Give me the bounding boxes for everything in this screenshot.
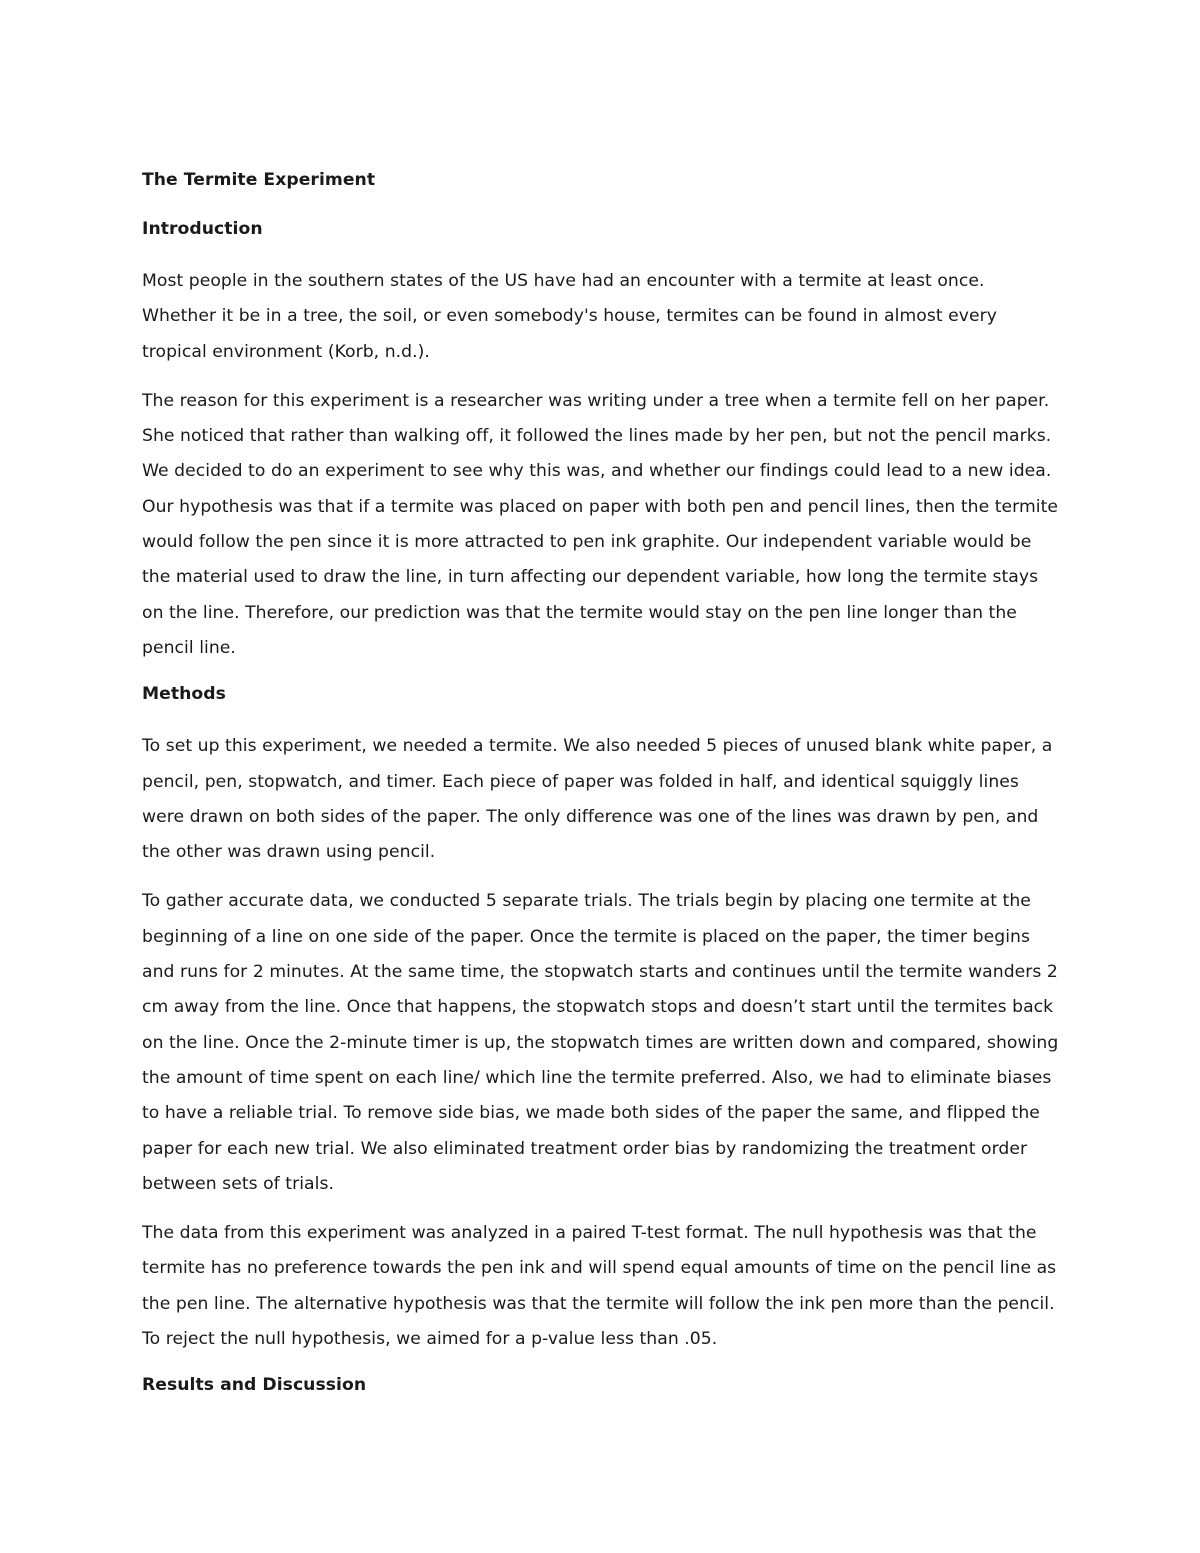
section-heading-results-discussion: Results and Discussion bbox=[142, 1375, 367, 1396]
document-title: The Termite Experiment bbox=[142, 170, 376, 190]
document-page bbox=[142, 166, 1062, 1420]
paragraph: The reason for this experiment is a researcher was writing under a tree when a termite fell on her paper. She noticed that rather than walking off, it followed the lines made by her pen, but not the pencil marks. We decided to do an experiment to see why this was, and whether our findings could lead to a new idea. Our hypothesis was that if a termite was placed on paper with both pen and pencil lines, then the termite would follow the pen since it is more attracted to pen ink graphite. Our independent variable would be the material used to draw the line, in turn affecting our dependent variable, how long the termite stays on the line. Therefore, our prediction was that the termite would stay on the pen line longer than the pencil line. bbox=[142, 390, 1059, 658]
paragraph: Most people in the southern states of the US have had an encounter with a termite at least once. Whether it be in a tree, the soil, or even somebody's house, termites can be found in almost every tropical environment (Korb, n.d.). bbox=[142, 271, 997, 362]
paragraph: To gather accurate data, we conducted 5 separate trials. The trials begin by placing one termite at the beginning of a line on one side of the paper. Once the termite is placed on the paper, the timer begins and runs for 2 minutes. At the same time, the stopwatch starts and continues until the termite wanders 2 cm away from the line. Once that happens, the stopwatch stops and doesn’t start until the termites back on the line. Once the 2-minute timer is up, the stopwatch times are written down and compared, showing the amount of time spent on each line/ which line the termite preferred. Also, we had to eliminate biases to have a reliable trial. To remove side bias, we made both sides of the paper the same, and flipped the paper for each new trial. We also eliminated treatment order bias by randomizing the treatment order between sets of trials. bbox=[142, 891, 1059, 1194]
paragraph: To set up this experiment, we needed a termite. We also needed 5 pieces of unused blank white paper, a pencil, pen, stopwatch, and timer. Each piece of paper was folded in half, and identical squiggly lines were drawn on both sides of the paper. The only difference was one of the lines was drawn by pen, and the other was drawn using pencil. bbox=[142, 736, 1053, 863]
paragraph: The data from this experiment was analyzed in a paired T-test format. The null hypothesis was that the termite has no preference towards the pen ink and will spend equal amounts of time on the pencil line as the pen line. The alternative hypothesis was that the termite will follow the ink pen more than the pencil. To reject the null hypothesis, we aimed for a p-value less than .05. bbox=[142, 1223, 1057, 1350]
section-heading-methods: Methods bbox=[142, 684, 226, 705]
section-heading-introduction: Introduction bbox=[142, 219, 263, 239]
